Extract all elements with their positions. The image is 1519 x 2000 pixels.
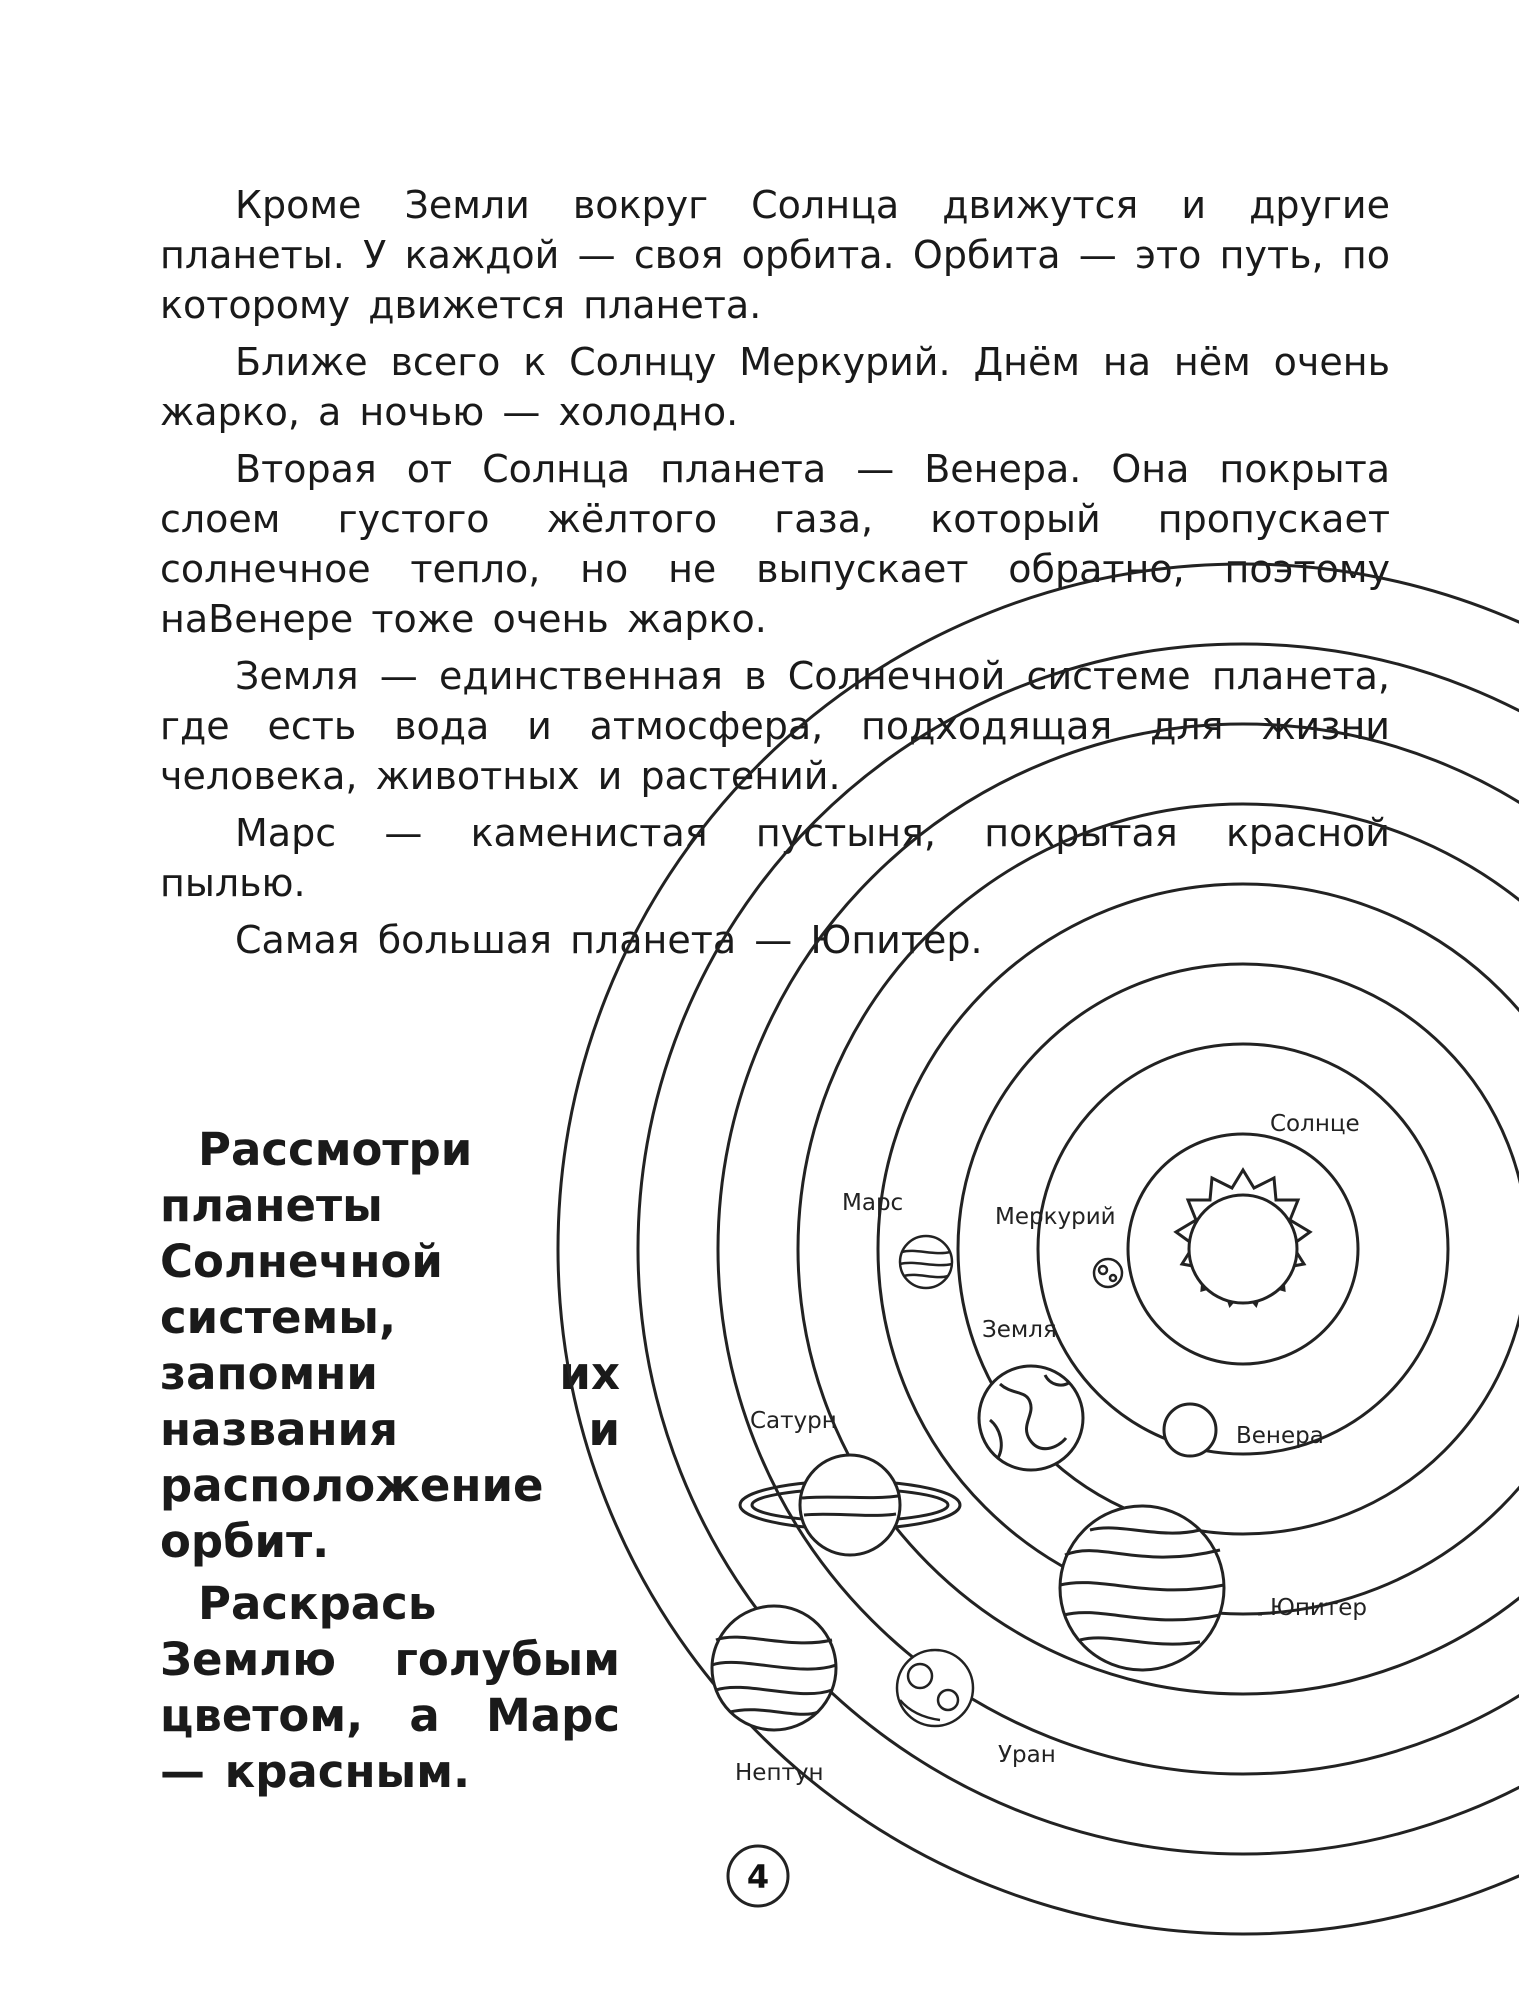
earth-icon	[979, 1366, 1083, 1470]
sun-icon	[1176, 1170, 1310, 1305]
paragraph-other-planets: Кроме Земли вокруг Солнца движутся и другие планеты. У каждой — своя орбита. Орбита — это путь, по которому движется планета.	[160, 183, 1390, 327]
label-uranus: Уран	[998, 1742, 1056, 1768]
page-number-badge	[728, 1846, 788, 1906]
label-jupiter: Юпитер	[1270, 1595, 1367, 1621]
paragraph-venus: Вторая от Солнца планета — Венера. Она покрыта слоем густого жёлтого газа, который пропускает солнечное тепло, но не выпускает обратно, поэтому наВенере тоже очень жарко.	[160, 447, 1390, 641]
paragraph-earth: Земля — единственная в Солнечной системе планета, где есть вода и атмосфера, подходящая для жизни человека, животных и растений.	[160, 654, 1390, 798]
paragraph-mars: Марс — каменистая пустыня, покрытая красной пылью.	[160, 811, 1390, 905]
task-look: Рассмотри планеты Солнечной системы, запомни их названия и расположение орбит.	[160, 1123, 620, 1568]
label-neptune: Нептун	[735, 1760, 824, 1786]
label-mars: Марс	[842, 1190, 904, 1216]
saturn-icon	[740, 1455, 960, 1555]
neptune-icon	[712, 1606, 836, 1730]
page-number: 4	[746, 1858, 770, 1896]
mercury-icon	[1094, 1259, 1122, 1287]
label-mercury: Меркурий	[995, 1204, 1116, 1230]
uranus-icon	[897, 1650, 973, 1726]
jupiter-icon	[1060, 1506, 1224, 1670]
label-venus: Венера	[1236, 1423, 1324, 1449]
label-saturn: Сатурн	[750, 1408, 837, 1434]
mars-icon	[900, 1236, 952, 1288]
venus-icon	[1164, 1404, 1216, 1456]
label-sun: Солнце	[1270, 1111, 1360, 1137]
label-earth: Земля	[982, 1317, 1057, 1343]
paragraph-jupiter: Самая большая планета — Юпитер.	[235, 918, 983, 962]
task-color: Раскрась Землю голубым цветом, а Марс — красным.	[160, 1577, 620, 1798]
paragraph-mercury: Ближе всего к Солнцу Меркурий. Днём на нём очень жарко, а ночью — холодно.	[160, 340, 1390, 434]
